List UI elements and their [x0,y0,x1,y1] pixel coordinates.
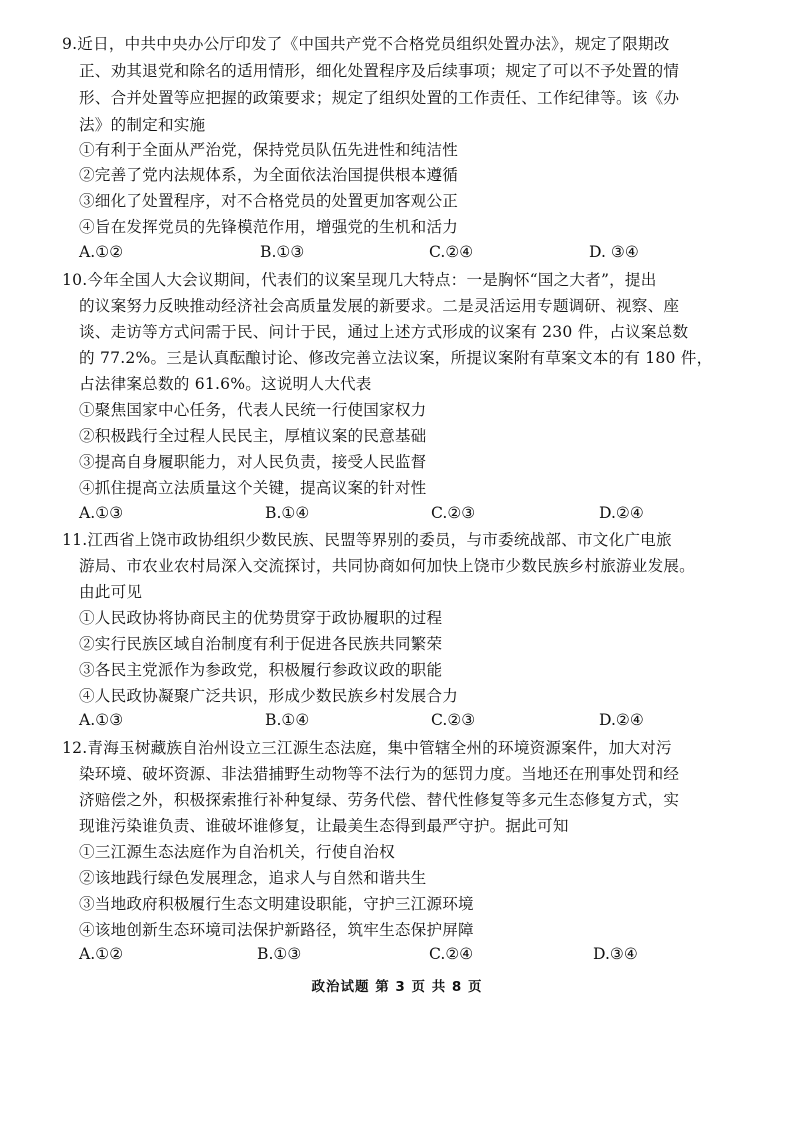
question-stem-line: 9.近日，中共中央办公厅印发了《中国共产党不合格党员组织处置办法》，规定了限期改 [62,35,670,53]
option-1: ①有利于全面从严治党，保持党员队伍先进性和纯洁性 [79,141,459,159]
question-stem-line: 10.今年全国人大会议期间，代表们的议案呈现几大特点：一是胸怀“国之大者”，提出 [62,271,657,289]
question-stem-line: 正、劝其退党和除名的适用情形，细化处置程序及后续事项；规定了可以不予处置的情 [79,62,680,80]
question-stem-line: 11.江西省上饶市政协组织少数民族、民盟等界别的委员，与市委统战部、市文化广电旅 [62,531,672,549]
answer-choices [79,945,699,965]
answer-c: C.②④ [429,945,474,963]
page-footer: 政治试题 第 3 页 共 8 页 [311,979,483,995]
answer-d: D.②④ [599,504,644,522]
option-2: ②完善了党内法规体系，为全面依法治国提供根本遵循 [79,166,459,184]
answer-b: B.①③ [257,945,302,963]
question-stem-line: 占法律案总数的 61.6%。这说明人大代表 [79,375,372,393]
option-4: ④旨在发挥党员的先锋模范作用，增强党的生机和活力 [79,218,459,236]
question-stem-line: 游局、市农业农村局深入交流探讨，共同协商如何加快上饶市少数民族乡村旅游业发展。 [79,557,695,575]
option-4: ④人民政协凝聚广泛共识，形成少数民族乡村发展合力 [79,687,459,705]
question-stem-line: 现谁污染谁负责、谁破坏谁修复，让最美生态得到最严守护。据此可知 [79,817,569,835]
answer-choices [79,504,699,524]
question-stem-line: 形、合并处置等应把握的政策要求；规定了组织处置的工作责任、工作纪律等。该《办 [79,89,680,107]
answer-b: B.①④ [265,711,310,729]
option-3: ③提高自身履职能力，对人民负责，接受人民监督 [79,453,427,471]
answer-d: D. ③④ [589,243,639,261]
answer-c: C.②③ [431,504,476,522]
answer-d: D.②④ [599,711,644,729]
option-4: ④抓住提高立法质量这个关键，提高议案的针对性 [79,479,427,497]
answer-a: A.①② [79,945,124,963]
option-1: ①三江源生态法庭作为自治机关，行使自治权 [79,843,395,861]
question-stem-line: 的 77.2%。三是认真酝酿讨论、修改完善立法议案，所提议案附有草案文本的有 180 件， [79,349,713,367]
option-2: ②该地践行绿色发展理念，追求人与自然和谐共生 [79,869,427,887]
question-stem-line: 染环境、破坏资源、非法猎捕野生动物等不法行为的惩罚力度。当地还在刑事处罚和经 [79,765,680,783]
option-1: ①人民政协将协商民主的优势贯穿于政协履职的过程 [79,609,443,627]
answer-a: A.①③ [79,504,124,522]
question-stem-line: 的议案努力反映推动经济社会高质量发展的新要求。二是灵活运用专题调研、视察、座 [79,297,680,315]
answer-a: A.①③ [79,711,124,729]
option-2: ②实行民族区域自治制度有利于促进各民族共同繁荣 [79,635,443,653]
answer-b: B.①③ [260,243,305,261]
answer-a: A.①② [79,243,124,261]
option-3: ③各民主党派作为参政党，积极履行参政议政的职能 [79,661,443,679]
question-stem-line: 法》的制定和实施 [79,116,206,134]
option-4: ④该地创新生态环境司法保护新路径，筑牢生态保护屏障 [79,921,474,939]
option-3: ③细化了处置程序，对不合格党员的处置更加客观公正 [79,192,459,210]
question-stem-line: 由此可见 [79,583,143,601]
question-stem-line: 12.青海玉树藏族自治州设立三江源生态法庭，集中管辖全州的环境资源案件，加大对污 [62,739,672,757]
question-stem-line: 济赔偿之外，积极探索推行补种复绿、劳务代偿、替代性修复等多元生态修复方式，实 [79,791,680,809]
answer-choices [79,711,699,731]
answer-choices [79,243,699,263]
answer-b: B.①④ [265,504,310,522]
option-3: ③当地政府积极履行生态文明建设职能，守护三江源环境 [79,895,474,913]
answer-c: C.②④ [429,243,474,261]
answer-c: C.②③ [431,711,476,729]
question-stem-line: 谈、走访等方式问需于民、问计于民，通过上述方式形成的议案有 230 件，占议案总数 [79,323,689,341]
option-2: ②积极践行全过程人民民主，厚植议案的民意基础 [79,427,427,445]
answer-d: D.③④ [593,945,638,963]
option-1: ①聚焦国家中心任务，代表人民统一行使国家权力 [79,401,427,419]
